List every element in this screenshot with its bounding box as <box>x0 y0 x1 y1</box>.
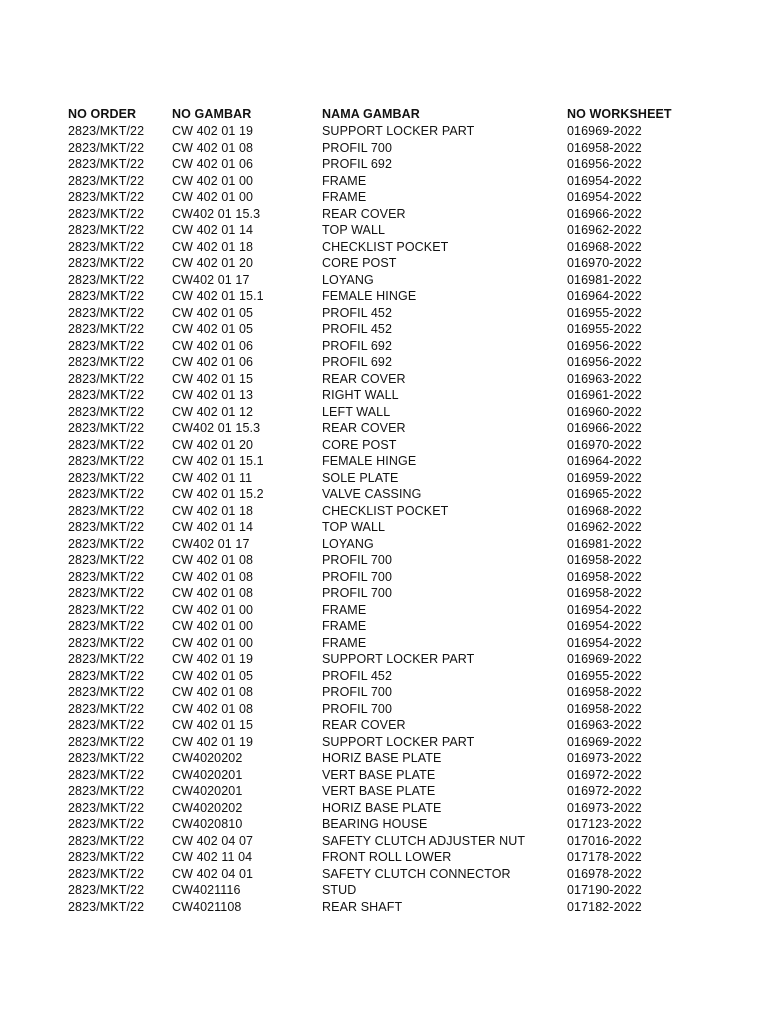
cell-no-worksheet: 016959-2022 <box>567 470 642 485</box>
cell-nama-gambar: PROFIL 692 <box>322 355 393 369</box>
cell-no-worksheet: 016955-2022 <box>567 322 642 336</box>
cell-no-worksheet: 016962-2022 <box>567 223 642 237</box>
cell-no-gambar: CW 402 01 15 <box>172 371 254 386</box>
cell-no-gambar: CW 402 01 19 <box>172 652 254 666</box>
cell-nama-gambar: LEFT WALL <box>322 404 391 419</box>
cell-no-gambar: CW 402 01 08 <box>172 140 254 155</box>
cell-no-worksheet: 016954-2022 <box>567 190 642 204</box>
cell-no-worksheet: 016961-2022 <box>567 388 642 402</box>
cell-no-gambar: CW 402 01 08 <box>172 553 254 567</box>
cell-no-gambar: CW4020201 <box>172 767 243 782</box>
table-row <box>0 536 768 553</box>
table-row <box>0 602 768 619</box>
cell-no-order: 2823/MKT/22 <box>68 850 145 864</box>
cell-nama-gambar: PROFIL 700 <box>322 685 393 699</box>
cell-no-worksheet: 016962-2022 <box>567 520 642 534</box>
cell-no-worksheet: 016964-2022 <box>567 454 642 468</box>
cell-no-gambar: CW4020201 <box>172 784 243 798</box>
cell-no-order: 2823/MKT/22 <box>68 338 145 353</box>
cell-nama-gambar: FRAME <box>322 619 367 633</box>
table-row <box>0 800 768 817</box>
cell-no-worksheet: 016956-2022 <box>567 355 642 369</box>
cell-no-order: 2823/MKT/22 <box>68 454 145 468</box>
cell-nama-gambar: TOP WALL <box>322 520 386 534</box>
table-row <box>0 717 768 734</box>
cell-no-worksheet: 016972-2022 <box>567 767 642 782</box>
table-row <box>0 206 768 223</box>
table-row <box>0 635 768 652</box>
cell-no-worksheet: 016954-2022 <box>567 173 642 188</box>
table-row <box>0 470 768 487</box>
cell-nama-gambar: REAR COVER <box>322 421 406 435</box>
table-row <box>0 453 768 470</box>
table-row <box>0 305 768 322</box>
cell-no-worksheet: 016958-2022 <box>567 140 642 155</box>
cell-no-gambar: CW 402 01 06 <box>172 338 254 353</box>
cell-no-order: 2823/MKT/22 <box>68 800 145 815</box>
cell-no-gambar: CW 402 01 08 <box>172 569 254 584</box>
table-row <box>0 255 768 272</box>
cell-no-order: 2823/MKT/22 <box>68 256 145 270</box>
cell-nama-gambar: CHECKLIST POCKET <box>322 503 449 518</box>
cell-no-order: 2823/MKT/22 <box>68 767 145 782</box>
cell-nama-gambar: PROFIL 452 <box>322 668 393 683</box>
cell-no-gambar: CW4021108 <box>172 899 242 914</box>
cell-no-gambar: CW 402 01 18 <box>172 503 254 518</box>
cell-no-gambar: CW 402 01 14 <box>172 520 254 534</box>
cell-no-worksheet: 016973-2022 <box>567 751 642 765</box>
cell-no-worksheet: 016969-2022 <box>567 652 642 666</box>
cell-no-gambar: CW 402 01 14 <box>172 223 254 237</box>
cell-no-gambar: CW 402 01 13 <box>172 388 254 402</box>
cell-no-gambar: CW 402 01 00 <box>172 173 254 188</box>
cell-no-gambar: CW 402 01 08 <box>172 586 254 600</box>
cell-no-order: 2823/MKT/22 <box>68 305 145 320</box>
cell-nama-gambar: PROFIL 700 <box>322 701 393 716</box>
cell-no-gambar: CW 402 01 18 <box>172 239 254 254</box>
cell-nama-gambar: PROFIL 700 <box>322 569 393 584</box>
cell-no-gambar: CW 402 01 15.2 <box>172 487 264 501</box>
worksheet-table <box>0 106 768 915</box>
cell-nama-gambar: VALVE CASSING <box>322 487 422 501</box>
table-row <box>0 503 768 520</box>
cell-no-gambar: CW 402 01 08 <box>172 685 254 699</box>
cell-no-gambar: CW 402 01 15.1 <box>172 454 264 468</box>
table-row <box>0 618 768 635</box>
cell-no-order: 2823/MKT/22 <box>68 817 145 831</box>
cell-no-worksheet: 016958-2022 <box>567 553 642 567</box>
cell-nama-gambar: SUPPORT LOCKER PART <box>322 124 475 138</box>
cell-no-worksheet: 016970-2022 <box>567 256 642 270</box>
cell-no-worksheet: 016970-2022 <box>567 437 642 452</box>
table-row <box>0 651 768 668</box>
cell-no-worksheet: 016954-2022 <box>567 635 642 650</box>
cell-no-order: 2823/MKT/22 <box>68 602 145 617</box>
table-row <box>0 222 768 239</box>
cell-nama-gambar: SOLE PLATE <box>322 470 399 485</box>
header-no-order: NO ORDER <box>68 107 137 121</box>
cell-nama-gambar: HORIZ BASE PLATE <box>322 800 442 815</box>
cell-no-gambar: CW 402 01 15.1 <box>172 289 264 303</box>
cell-no-gambar: CW 402 01 05 <box>172 668 254 683</box>
cell-nama-gambar: FRAME <box>322 635 367 650</box>
cell-no-worksheet: 016968-2022 <box>567 239 642 254</box>
table-row <box>0 338 768 355</box>
cell-no-order: 2823/MKT/22 <box>68 883 145 897</box>
cell-no-order: 2823/MKT/22 <box>68 701 145 716</box>
cell-nama-gambar: VERT BASE PLATE <box>322 767 436 782</box>
cell-no-gambar: CW 402 01 20 <box>172 256 254 270</box>
table-row <box>0 701 768 718</box>
cell-no-gambar: CW 402 01 00 <box>172 602 254 617</box>
cell-nama-gambar: CORE POST <box>322 437 397 452</box>
cell-nama-gambar: FEMALE HINGE <box>322 289 417 303</box>
cell-no-order: 2823/MKT/22 <box>68 206 145 221</box>
cell-no-order: 2823/MKT/22 <box>68 668 145 683</box>
table-row <box>0 734 768 751</box>
cell-no-gambar: CW402 01 17 <box>172 536 250 551</box>
table-row <box>0 140 768 157</box>
cell-no-gambar: CW 402 01 06 <box>172 355 254 369</box>
cell-no-worksheet: 016981-2022 <box>567 272 642 287</box>
cell-no-order: 2823/MKT/22 <box>68 899 145 914</box>
cell-no-gambar: CW 402 01 19 <box>172 734 254 749</box>
cell-no-gambar: CW 402 01 00 <box>172 619 254 633</box>
cell-no-order: 2823/MKT/22 <box>68 569 145 584</box>
table-row <box>0 866 768 883</box>
cell-no-worksheet: 016966-2022 <box>567 206 642 221</box>
cell-nama-gambar: LOYANG <box>322 272 374 287</box>
table-row <box>0 816 768 833</box>
cell-no-gambar: CW402 01 15.3 <box>172 206 261 221</box>
cell-no-order: 2823/MKT/22 <box>68 487 145 501</box>
cell-no-order: 2823/MKT/22 <box>68 635 145 650</box>
header-no-gambar: NO GAMBAR <box>172 107 252 121</box>
cell-nama-gambar: REAR SHAFT <box>322 899 403 914</box>
table-row <box>0 272 768 289</box>
cell-no-worksheet: 016973-2022 <box>567 800 642 815</box>
table-row <box>0 156 768 173</box>
cell-nama-gambar: REAR COVER <box>322 718 406 732</box>
cell-no-order: 2823/MKT/22 <box>68 289 145 303</box>
cell-no-order: 2823/MKT/22 <box>68 866 145 881</box>
cell-no-order: 2823/MKT/22 <box>68 586 145 600</box>
cell-no-order: 2823/MKT/22 <box>68 124 145 138</box>
cell-no-worksheet: 016969-2022 <box>567 124 642 138</box>
cell-nama-gambar: BEARING HOUSE <box>322 817 428 831</box>
cell-no-gambar: CW402 01 17 <box>172 272 250 287</box>
header-nama-gambar: NAMA GAMBAR <box>322 107 420 121</box>
cell-no-worksheet: 016966-2022 <box>567 421 642 435</box>
table-row <box>0 552 768 569</box>
table-header-row <box>0 106 768 123</box>
cell-nama-gambar: LOYANG <box>322 536 374 551</box>
cell-no-order: 2823/MKT/22 <box>68 322 145 336</box>
cell-nama-gambar: PROFIL 700 <box>322 553 393 567</box>
cell-no-order: 2823/MKT/22 <box>68 371 145 386</box>
cell-no-worksheet: 016963-2022 <box>567 371 642 386</box>
table-row <box>0 750 768 767</box>
cell-no-order: 2823/MKT/22 <box>68 619 145 633</box>
cell-no-gambar: CW 402 01 06 <box>172 157 254 171</box>
cell-no-gambar: CW 402 01 05 <box>172 322 254 336</box>
table-row <box>0 321 768 338</box>
cell-no-worksheet: 016965-2022 <box>567 487 642 501</box>
cell-nama-gambar: FRAME <box>322 602 367 617</box>
cell-no-worksheet: 016956-2022 <box>567 157 642 171</box>
cell-no-worksheet: 016964-2022 <box>567 289 642 303</box>
cell-no-order: 2823/MKT/22 <box>68 140 145 155</box>
cell-no-worksheet: 016955-2022 <box>567 305 642 320</box>
cell-no-worksheet: 016969-2022 <box>567 734 642 749</box>
table-row <box>0 189 768 206</box>
table-row <box>0 899 768 916</box>
table-row <box>0 882 768 899</box>
cell-nama-gambar: FEMALE HINGE <box>322 454 417 468</box>
cell-no-order: 2823/MKT/22 <box>68 190 145 204</box>
cell-no-order: 2823/MKT/22 <box>68 718 145 732</box>
cell-no-worksheet: 016956-2022 <box>567 338 642 353</box>
cell-nama-gambar: SAFETY CLUTCH CONNECTOR <box>322 866 511 881</box>
table-row <box>0 849 768 866</box>
table-row <box>0 239 768 256</box>
cell-nama-gambar: FRONT ROLL LOWER <box>322 850 452 864</box>
cell-nama-gambar: PROFIL 452 <box>322 305 393 320</box>
cell-no-worksheet: 017190-2022 <box>567 883 642 897</box>
cell-no-worksheet: 017016-2022 <box>567 833 642 848</box>
cell-nama-gambar: SUPPORT LOCKER PART <box>322 734 475 749</box>
table-row <box>0 767 768 784</box>
table-row <box>0 354 768 371</box>
cell-no-gambar: CW4020810 <box>172 817 243 831</box>
cell-no-worksheet: 016958-2022 <box>567 569 642 584</box>
cell-nama-gambar: FRAME <box>322 173 367 188</box>
cell-no-worksheet: 016958-2022 <box>567 701 642 716</box>
table-row <box>0 833 768 850</box>
table-row <box>0 585 768 602</box>
cell-nama-gambar: SAFETY CLUTCH ADJUSTER NUT <box>322 833 526 848</box>
table-row <box>0 668 768 685</box>
cell-no-order: 2823/MKT/22 <box>68 223 145 237</box>
cell-no-worksheet: 016954-2022 <box>567 619 642 633</box>
cell-no-worksheet: 016968-2022 <box>567 503 642 518</box>
cell-no-gambar: CW402 01 15.3 <box>172 421 261 435</box>
cell-no-gambar: CW4020202 <box>172 800 243 815</box>
cell-nama-gambar: RIGHT WALL <box>322 388 399 402</box>
cell-no-order: 2823/MKT/22 <box>68 751 145 765</box>
cell-nama-gambar: PROFIL 692 <box>322 338 393 353</box>
cell-nama-gambar: CHECKLIST POCKET <box>322 239 449 254</box>
cell-nama-gambar: TOP WALL <box>322 223 386 237</box>
cell-no-worksheet: 016958-2022 <box>567 685 642 699</box>
cell-no-gambar: CW 402 01 00 <box>172 635 254 650</box>
table-row <box>0 420 768 437</box>
cell-no-gambar: CW 402 01 20 <box>172 437 254 452</box>
table-row <box>0 371 768 388</box>
cell-no-order: 2823/MKT/22 <box>68 652 145 666</box>
cell-no-worksheet: 016981-2022 <box>567 536 642 551</box>
cell-no-order: 2823/MKT/22 <box>68 470 145 485</box>
table-row <box>0 404 768 421</box>
cell-nama-gambar: PROFIL 700 <box>322 140 393 155</box>
table-body <box>0 123 768 915</box>
cell-no-worksheet: 016978-2022 <box>567 866 642 881</box>
cell-no-gambar: CW 402 01 19 <box>172 124 254 138</box>
table-row <box>0 486 768 503</box>
header-no-worksheet: NO WORKSHEET <box>567 107 672 121</box>
cell-no-order: 2823/MKT/22 <box>68 388 145 402</box>
table-row <box>0 173 768 190</box>
table-row <box>0 123 768 140</box>
table-row <box>0 783 768 800</box>
cell-no-order: 2823/MKT/22 <box>68 173 145 188</box>
table-row <box>0 288 768 305</box>
cell-nama-gambar: PROFIL 700 <box>322 586 393 600</box>
cell-no-order: 2823/MKT/22 <box>68 685 145 699</box>
cell-no-worksheet: 017182-2022 <box>567 899 642 914</box>
table-row <box>0 684 768 701</box>
table-row <box>0 569 768 586</box>
cell-nama-gambar: STUD <box>322 883 357 897</box>
cell-no-gambar: CW 402 01 12 <box>172 404 254 419</box>
cell-nama-gambar: SUPPORT LOCKER PART <box>322 652 475 666</box>
cell-nama-gambar: FRAME <box>322 190 367 204</box>
cell-no-order: 2823/MKT/22 <box>68 536 145 551</box>
cell-nama-gambar: REAR COVER <box>322 206 406 221</box>
cell-no-gambar: CW 402 01 00 <box>172 190 254 204</box>
cell-no-order: 2823/MKT/22 <box>68 734 145 749</box>
cell-no-order: 2823/MKT/22 <box>68 437 145 452</box>
cell-nama-gambar: VERT BASE PLATE <box>322 784 436 798</box>
cell-no-order: 2823/MKT/22 <box>68 157 145 171</box>
cell-no-order: 2823/MKT/22 <box>68 784 145 798</box>
cell-no-gambar: CW 402 04 07 <box>172 833 254 848</box>
cell-no-worksheet: 016963-2022 <box>567 718 642 732</box>
cell-no-worksheet: 016972-2022 <box>567 784 642 798</box>
table-row <box>0 519 768 536</box>
cell-no-worksheet: 016954-2022 <box>567 602 642 617</box>
cell-no-worksheet: 016960-2022 <box>567 404 642 419</box>
cell-no-worksheet: 016955-2022 <box>567 668 642 683</box>
cell-no-order: 2823/MKT/22 <box>68 553 145 567</box>
cell-no-worksheet: 017178-2022 <box>567 850 642 864</box>
cell-no-order: 2823/MKT/22 <box>68 239 145 254</box>
cell-no-gambar: CW 402 04 01 <box>172 866 254 881</box>
cell-no-gambar: CW4020202 <box>172 751 243 765</box>
cell-no-gambar: CW 402 01 08 <box>172 701 254 716</box>
cell-nama-gambar: HORIZ BASE PLATE <box>322 751 442 765</box>
cell-no-order: 2823/MKT/22 <box>68 503 145 518</box>
cell-no-gambar: CW 402 01 15 <box>172 718 254 732</box>
cell-no-order: 2823/MKT/22 <box>68 520 145 534</box>
table-row <box>0 437 768 454</box>
table-row <box>0 387 768 404</box>
cell-no-gambar: CW4021116 <box>172 883 241 897</box>
cell-no-order: 2823/MKT/22 <box>68 355 145 369</box>
cell-no-worksheet: 017123-2022 <box>567 817 642 831</box>
cell-nama-gambar: PROFIL 692 <box>322 157 393 171</box>
cell-nama-gambar: REAR COVER <box>322 371 406 386</box>
cell-no-order: 2823/MKT/22 <box>68 272 145 287</box>
cell-no-order: 2823/MKT/22 <box>68 421 145 435</box>
cell-no-gambar: CW 402 01 05 <box>172 305 254 320</box>
cell-no-order: 2823/MKT/22 <box>68 404 145 419</box>
cell-no-worksheet: 016958-2022 <box>567 586 642 600</box>
cell-no-gambar: CW 402 01 11 <box>172 470 253 485</box>
cell-nama-gambar: CORE POST <box>322 256 397 270</box>
cell-no-order: 2823/MKT/22 <box>68 833 145 848</box>
cell-nama-gambar: PROFIL 452 <box>322 322 393 336</box>
cell-no-gambar: CW 402 11 04 <box>172 850 253 864</box>
